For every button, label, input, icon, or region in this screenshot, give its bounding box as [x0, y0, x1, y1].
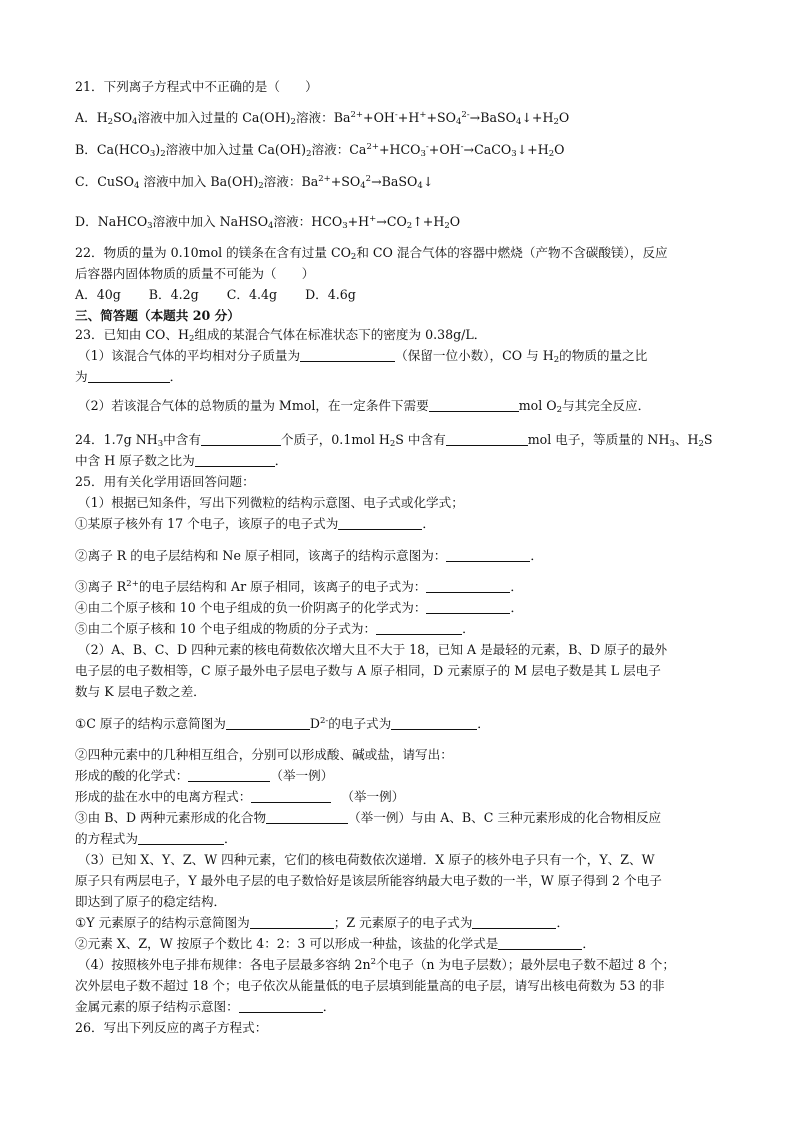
formula-subscript: 3	[511, 149, 517, 159]
q25-item5: ⑤由二个原子核和 10 个电子组成的物质的分子式为： ．	[75, 621, 475, 636]
answer-blank[interactable]	[251, 790, 331, 803]
q23-part2: （2）若该混合气体的总物质的量为 Mmol，在一定条件下需要 mol $O_2$与其完全反应．	[78, 398, 651, 415]
formula-subscript: 2	[548, 149, 555, 159]
formula-superscript: -	[460, 142, 464, 152]
answer-blank[interactable]	[188, 769, 270, 782]
formula-subscript: 4	[515, 117, 522, 127]
q25-part2-line2: 电子层的电子数相等，C 原子最外电子层电子数与 A 原子相同，D 元素原子的 M 层电子数是其 L 层电子	[75, 663, 661, 678]
formula-subscript: 4	[268, 221, 274, 231]
formula-subscript: 2	[290, 117, 296, 127]
formula-text: +SO	[330, 174, 361, 189]
formula-subscript: 2	[258, 181, 264, 191]
q22-option-c[interactable]: C．4.4g	[226, 287, 278, 302]
formula-text: →CaCO	[463, 142, 512, 157]
formula-subscript: 3	[420, 149, 426, 159]
q25-part2-item2: ②四种元素中的几种相互组合，分别可以形成酸、碱或盐，请写出：	[75, 747, 453, 762]
formula-text: +H	[397, 110, 420, 125]
answer-blank[interactable]	[338, 517, 422, 530]
formula-text: 溶液：Ca	[311, 142, 367, 157]
formula-superscript: -	[394, 110, 398, 120]
q23-stem: 23．已知由 CO、$H_2$组成的某混合气体在标准状态下的密度为 0.38g/L．	[75, 327, 487, 344]
answer-blank[interactable]	[195, 454, 275, 467]
q21-stem: 21．下列离子方程式中不正确的是（ ）	[75, 79, 318, 94]
formula-text: O	[558, 110, 570, 125]
q25-part3-item2: ②元素 X、Z，W 按原子个数比 4：2：3 可以形成一种盐，该盐的化学式是 ．	[75, 936, 595, 951]
formula-text: C．CuSO	[75, 174, 134, 189]
q25-part3-item1: ①Y 元素原子的结构示意简图为 ；Z 元素原子的电子式为 ．	[75, 915, 570, 930]
formula-text: +SO	[426, 110, 456, 125]
q22-option-a[interactable]: A．40g	[75, 287, 121, 302]
answer-blank[interactable]	[88, 370, 170, 383]
formula-subscript: 2	[553, 117, 559, 127]
answer-blank[interactable]	[300, 349, 395, 362]
q22-options	[75, 287, 356, 303]
formula-text: O	[449, 214, 461, 229]
q25-stem: 25．用有关化学用语回答问题：	[75, 474, 255, 489]
formula-subscript: 2	[444, 221, 450, 231]
formula-superscript: -	[425, 142, 429, 152]
formula-subscript: 3	[149, 149, 156, 159]
formula-text: +HCO	[378, 142, 421, 157]
answer-blank[interactable]	[201, 433, 281, 446]
q25-part3-line3: 即达到了原子的稳定结构．	[75, 894, 227, 909]
formula-subscript: 4	[132, 117, 138, 127]
answer-blank[interactable]	[446, 549, 530, 562]
formula-text: D．NaHCO	[75, 214, 148, 229]
answer-blank[interactable]	[426, 580, 510, 593]
formula-text: 溶液中加入过量 Ca(OH)	[165, 142, 307, 157]
formula-subscript: 2	[107, 117, 114, 127]
formula-subscript: 4	[360, 181, 366, 191]
formula-subscript: 3	[147, 221, 153, 231]
formula-superscript: 2+	[366, 142, 379, 152]
q25-item3: ③离子 $R^{2+}$的电子层结构和 Ar 原子相同，该离子的电子式为： ．	[75, 579, 523, 594]
formula-text: →BaSO	[371, 174, 418, 189]
formula-superscript: 2+	[318, 174, 331, 184]
q22-stem-line1: 22．物质的量为 0.10mol 的镁条在含有过量 $CO_2$和 CO 混合气体的容器中燃烧（产物不含碳酸镁），反应	[75, 245, 668, 262]
q25-part3-line1: （3）已知 X、Y、Z、W 四种元素，它们的核电荷数依次递增．X 原子的核外电子只有一个，Y、Z、W	[78, 852, 655, 867]
q25-part2-item1: ①C 原子的结构示意简图为 $D^{2-}$的电子式为 ．	[75, 716, 490, 731]
answer-blank[interactable]	[472, 916, 556, 929]
formula-subscript: 4	[455, 117, 462, 127]
q25-part3-line2: 原子只有两层电子，Y 最外电子层的电子数恰好是该层所能容纳最大电子数的一半，W 原子得到 2 个电子	[75, 873, 662, 888]
q25-part4-line1: （4）按照核外电子排布规律：各电子层最多容纳 $2n^2$个电子（n 为电子层数）；最外层电子数不超过 8 个；	[78, 957, 675, 972]
formula-subscript: 2	[406, 221, 413, 231]
q25-part2-line3: 数与 K 层电子数之差．	[75, 684, 206, 699]
q25-item1: ①某原子核外有 17 个电子，该原子的电子式为 ．	[75, 516, 435, 531]
q21-option-b[interactable]	[75, 142, 564, 158]
formula-text: B．Ca(HCO	[75, 142, 150, 157]
answer-blank[interactable]	[266, 811, 348, 824]
q23-part1-cont: 为 ．	[75, 369, 183, 384]
formula-text: ↓+H	[516, 142, 549, 157]
formula-text: +OH	[363, 110, 395, 125]
q21-option-c[interactable]	[75, 174, 433, 190]
formula-text: 溶液中加入 NaHSO	[152, 214, 269, 229]
formula-text: +H	[347, 214, 370, 229]
q25-part4-line3: 金属元素的原子结构示意图： ．	[75, 999, 336, 1014]
answer-blank[interactable]	[426, 601, 510, 614]
q25-item2: ②离子 R 的电子层结构和 Ne 原子相同，该离子的结构示意图为： ．	[75, 548, 543, 563]
formula-text: →BaSO	[469, 110, 516, 125]
q22-stem-line2: 后容器内固体物质的质量不可能为（ ）	[75, 266, 315, 281]
formula-subscript: 2	[306, 149, 312, 159]
formula-text: 溶液中加入 Ba(OH)	[139, 174, 259, 189]
q21-option-d[interactable]	[75, 214, 460, 230]
section-heading: 三、简答题（本题共 20 分）	[75, 308, 240, 323]
formula-subscript: 4	[417, 181, 423, 191]
q25-part4-line2: 次外层电子数不超过 18 个；电子依次从能量低的电子层填到能量高的电子层，请写出核电荷数为 53 的非	[75, 978, 665, 993]
formula-text: ↑+H	[412, 214, 445, 229]
formula-text: ↓+H	[521, 110, 554, 125]
answer-blank[interactable]	[239, 1000, 323, 1013]
q25-part2-item3: ③由 B、D 两种元素形成的化合物 （举一例）与由 A、B、C 三种元素形成的化合物相反应	[75, 810, 662, 825]
answer-blank[interactable]	[226, 717, 310, 730]
formula-superscript: +	[369, 214, 377, 224]
q25-part1: （1）根据已知条件，写出下列微粒的结构示意图、电子式或化学式；	[78, 495, 464, 510]
formula-subscript: 3	[342, 221, 348, 231]
formula-text: O	[554, 142, 565, 157]
q25-part2-item3-cont: 的方程式为 ．	[75, 831, 237, 846]
q22-option-d[interactable]: D．4.6g	[305, 287, 356, 302]
formula-subscript: 2	[160, 149, 166, 159]
answer-blank[interactable]	[498, 937, 582, 950]
answer-blank[interactable]	[376, 622, 462, 635]
answer-blank[interactable]	[250, 916, 334, 929]
answer-blank[interactable]	[429, 399, 519, 412]
q23-part1: （1）该混合气体的平均相对分子质量为 （保留一位小数），CO 与 $H_2$的物质的量之比	[78, 348, 648, 365]
formula-superscript: 2	[365, 174, 372, 184]
q21-option-a[interactable]	[75, 110, 569, 126]
formula-subscript: 4	[133, 181, 140, 191]
q24-line1: 24．1.7g $NH_3$中含有 个质子，0.1mol $H_2S$ 中含有 mol 电子，等质量的 $NH_3$、$H_2S$	[75, 432, 713, 449]
formula-text: →CO	[376, 214, 407, 229]
formula-superscript: 2+	[350, 110, 364, 120]
q25-part2-line1: （2）A、B、C、D 四种元素的核电荷数依次增大且不大于 18，已知 A 是最轻的元素，B、D 原子的最外	[78, 642, 668, 657]
formula-text: SO	[113, 110, 133, 125]
formula-superscript: +	[419, 110, 427, 120]
q25-salt: 形成的盐在水中的电离方程式： （举一例）	[75, 789, 405, 804]
answer-blank[interactable]	[138, 832, 224, 845]
answer-blank[interactable]	[391, 717, 477, 730]
formula-text: 溶液：Ba	[263, 174, 319, 189]
q26-stem: 26．写出下列反应的离子方程式：	[75, 1020, 268, 1035]
q22-option-b[interactable]: B．4.2g	[148, 287, 199, 302]
formula-text: 溶液中加入过量的 Ca(OH)	[137, 110, 291, 125]
formula-text: ↓	[422, 174, 434, 189]
formula-text: 溶液：Ba	[295, 110, 351, 125]
q25-acid: 形成的酸的化学式： （举一例）	[75, 768, 334, 783]
formula-text: +OH	[428, 142, 461, 157]
q24-line2: 中含 H 原子数之比为 ．	[75, 453, 288, 468]
q25-item4: ④由二个原子核和 10 个电子组成的负一价阴离子的化学式为： ．	[75, 600, 524, 615]
formula-text: A．H	[75, 110, 108, 125]
formula-superscript: 2-	[461, 110, 470, 120]
formula-text: 溶液：HCO	[273, 214, 343, 229]
answer-blank[interactable]	[446, 433, 528, 446]
formula-text: )	[155, 142, 161, 157]
